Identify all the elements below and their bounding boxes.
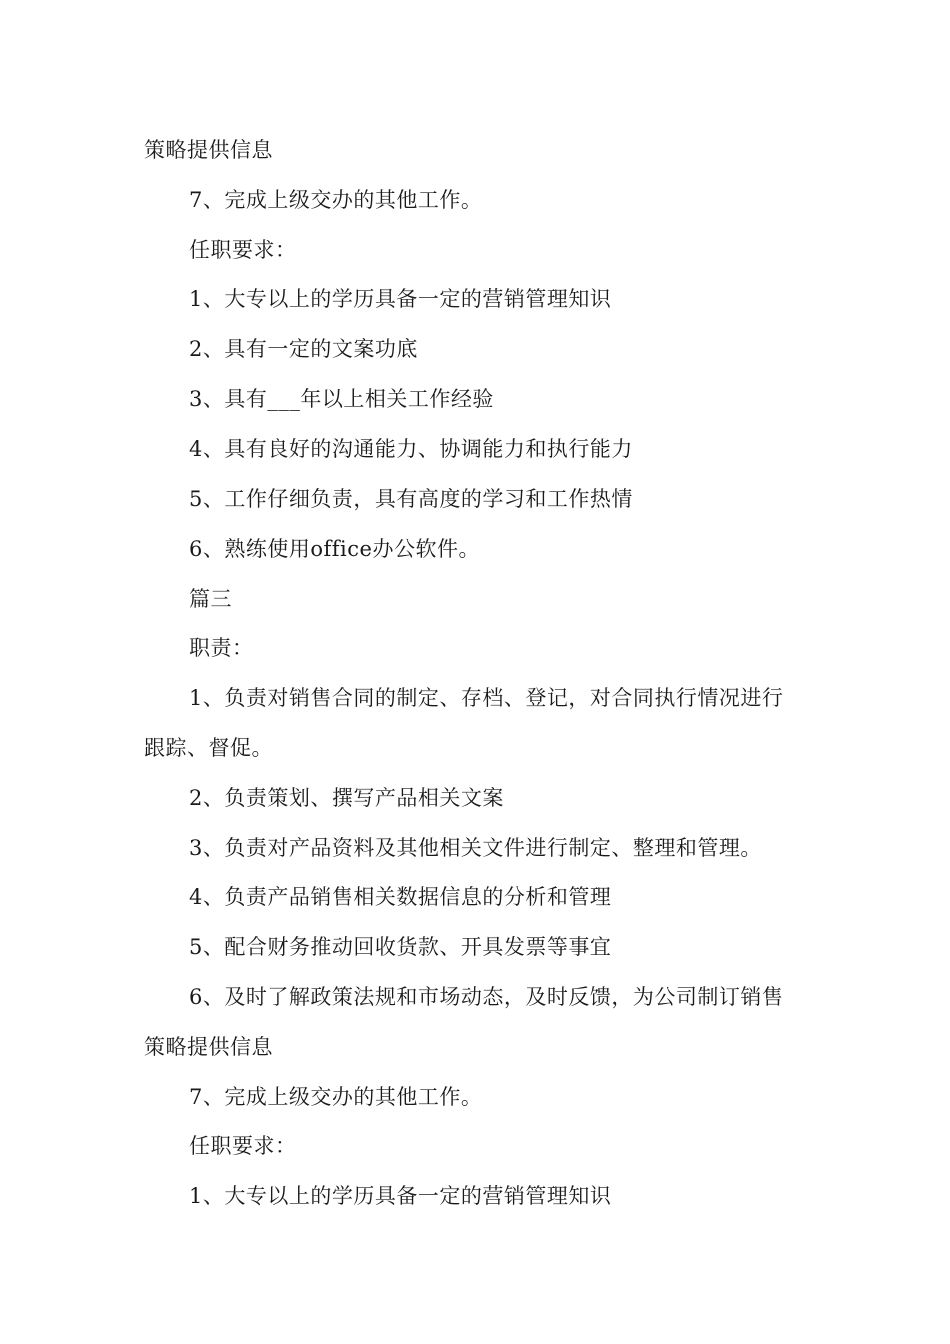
list-item: 4、具有良好的沟通能力、协调能力和执行能力 xyxy=(189,437,633,461)
list-item: 5、配合财务推动回收货款、开具发票等事宜 xyxy=(189,935,612,959)
list-item: 4、负责产品销售相关数据信息的分析和管理 xyxy=(189,885,612,909)
list-item: 6、及时了解政策法规和市场动态，及时反馈，为公司制订销售 xyxy=(189,985,784,1009)
list-item: 7、完成上级交办的其他工作。 xyxy=(189,1085,483,1109)
text-line: 7、完成上级交办的其他工作。 xyxy=(189,188,483,212)
section-heading: 任职要求： xyxy=(189,1134,297,1158)
text-line: 策略提供信息 xyxy=(144,138,273,162)
list-item: 1、大专以上的学历具备一定的营销管理知识 xyxy=(189,287,612,311)
section-heading: 任职要求： xyxy=(189,238,297,262)
list-item: 1、负责对销售合同的制定、存档、登记，对合同执行情况进行 xyxy=(189,686,784,710)
list-item: 1、大专以上的学历具备一定的营销管理知识 xyxy=(189,1184,612,1208)
text-line: 跟踪、督促。 xyxy=(144,736,273,760)
section-heading: 职责： xyxy=(189,636,254,660)
section-heading: 篇三 xyxy=(189,587,232,611)
list-item: 5、工作仔细负责，具有高度的学习和工作热情 xyxy=(189,487,633,511)
list-item: 6、熟练使用office办公软件。 xyxy=(189,537,480,561)
list-item: 2、具有一定的文案功底 xyxy=(189,337,418,361)
list-item: 3、具有___年以上相关工作经验 xyxy=(189,387,494,411)
list-item: 3、负责对产品资料及其他相关文件进行制定、整理和管理。 xyxy=(189,836,762,860)
text-line: 策略提供信息 xyxy=(144,1035,273,1059)
list-item: 2、负责策划、撰写产品相关文案 xyxy=(189,786,504,810)
